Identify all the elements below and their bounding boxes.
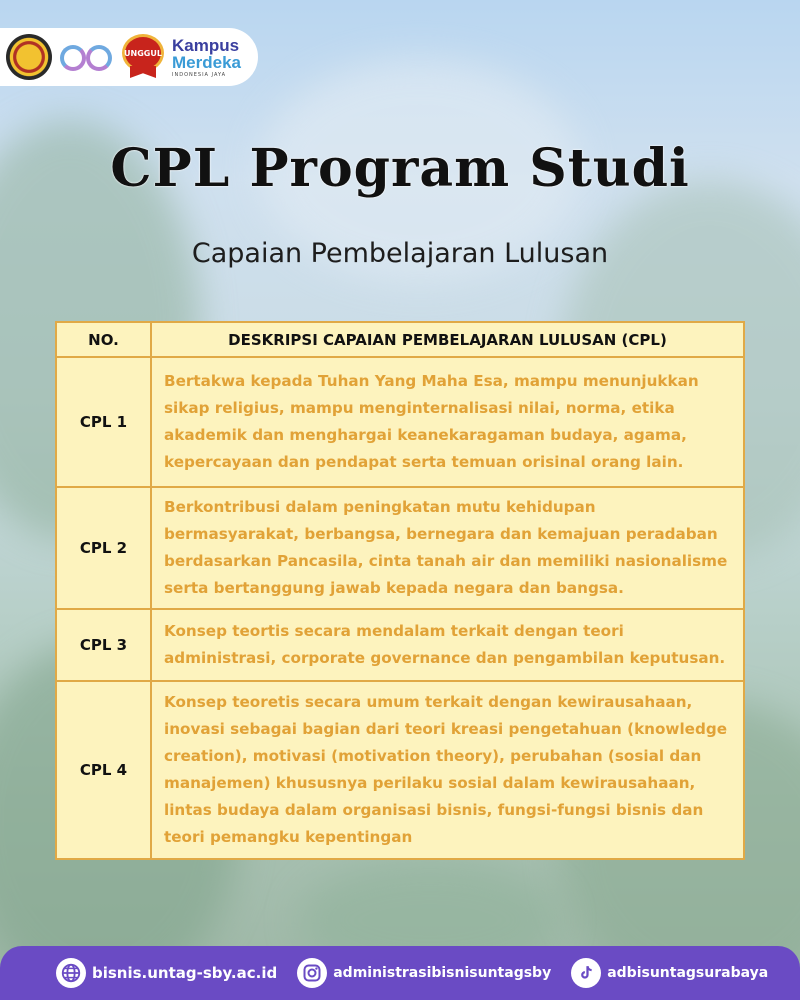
page-subtitle: Capaian Pembelajaran Lulusan <box>191 238 609 269</box>
instagram-handle[interactable]: administrasibisnisuntagsby <box>333 965 552 981</box>
footer-tiktok[interactable] <box>571 958 768 988</box>
tiktok-icon <box>571 958 601 988</box>
cpl-description: Bertakwa kepada Tuhan Yang Maha Esa, mampu menunjukkan sikap religius, mampu menginternalisasi nilai, norma, etika akademik dan menghargai keanekaragaman budaya, agama, kepercayaan dan pendapat serta temuan orisinal orang lain. <box>151 357 744 487</box>
table-row <box>56 609 744 681</box>
instagram-icon <box>297 958 327 988</box>
tiktok-handle[interactable]: adbisuntagsurabaya <box>607 965 769 981</box>
cpl-number: CPL 2 <box>56 487 151 609</box>
website-link[interactable]: bisnis.untag-sby.ac.id <box>92 964 278 982</box>
footer-website[interactable] <box>56 958 277 988</box>
globe-icon <box>56 958 86 988</box>
cpl-description: Konsep teoretis secara umum terkait dengan kewirausahaan, inovasi sebagai bagian dari teori kreasi pengetahuan (knowledge creation), motivasi (motivation theory), perubahan (sosial dan manajemen) khususnya perilaku sosial dalam kewirausahaan, lintas budaya dalam organisasi bisnis, fungsi-fungsi bisnis dan teori pemangku kepentingan <box>151 681 744 859</box>
cpl-description: Berkontribusi dalam peningkatan mutu kehidupan bermasyarakat, berbangsa, bernegara dan kemajuan peradaban berdasarkan Pancasila, cinta tanah air dan memiliki nasionalisme serta bertanggung jawab kepada negara dan bangsa. <box>151 487 744 609</box>
footer-bar <box>0 946 800 1000</box>
footer-instagram[interactable] <box>297 958 551 988</box>
header-description: DESKRIPSI CAPAIAN PEMBELAJARAN LULUSAN (CPL) <box>151 322 744 357</box>
kampus-merdeka-logo: Kampus Merdeka INDONESIA JAYA <box>172 35 241 78</box>
cpl-description: Konsep teortis secara mendalam terkait dengan teori administrasi, corporate governance dan pengambilan keputusan. <box>151 609 744 681</box>
table-header-row <box>56 322 744 357</box>
header-no: NO. <box>56 322 151 357</box>
table-row <box>56 357 744 487</box>
unggul-badge-logo: UNGGUL <box>122 34 164 80</box>
untag-logo <box>6 34 52 80</box>
page-title: CPL Program Studi <box>110 138 690 199</box>
table-row <box>56 681 744 859</box>
table-row <box>56 487 744 609</box>
cpl-number: CPL 4 <box>56 681 151 859</box>
cpl-number: CPL 1 <box>56 357 151 487</box>
logo-bar <box>0 28 258 86</box>
wing-logo <box>58 37 116 77</box>
cpl-number: CPL 3 <box>56 609 151 681</box>
cpl-table <box>55 321 745 860</box>
